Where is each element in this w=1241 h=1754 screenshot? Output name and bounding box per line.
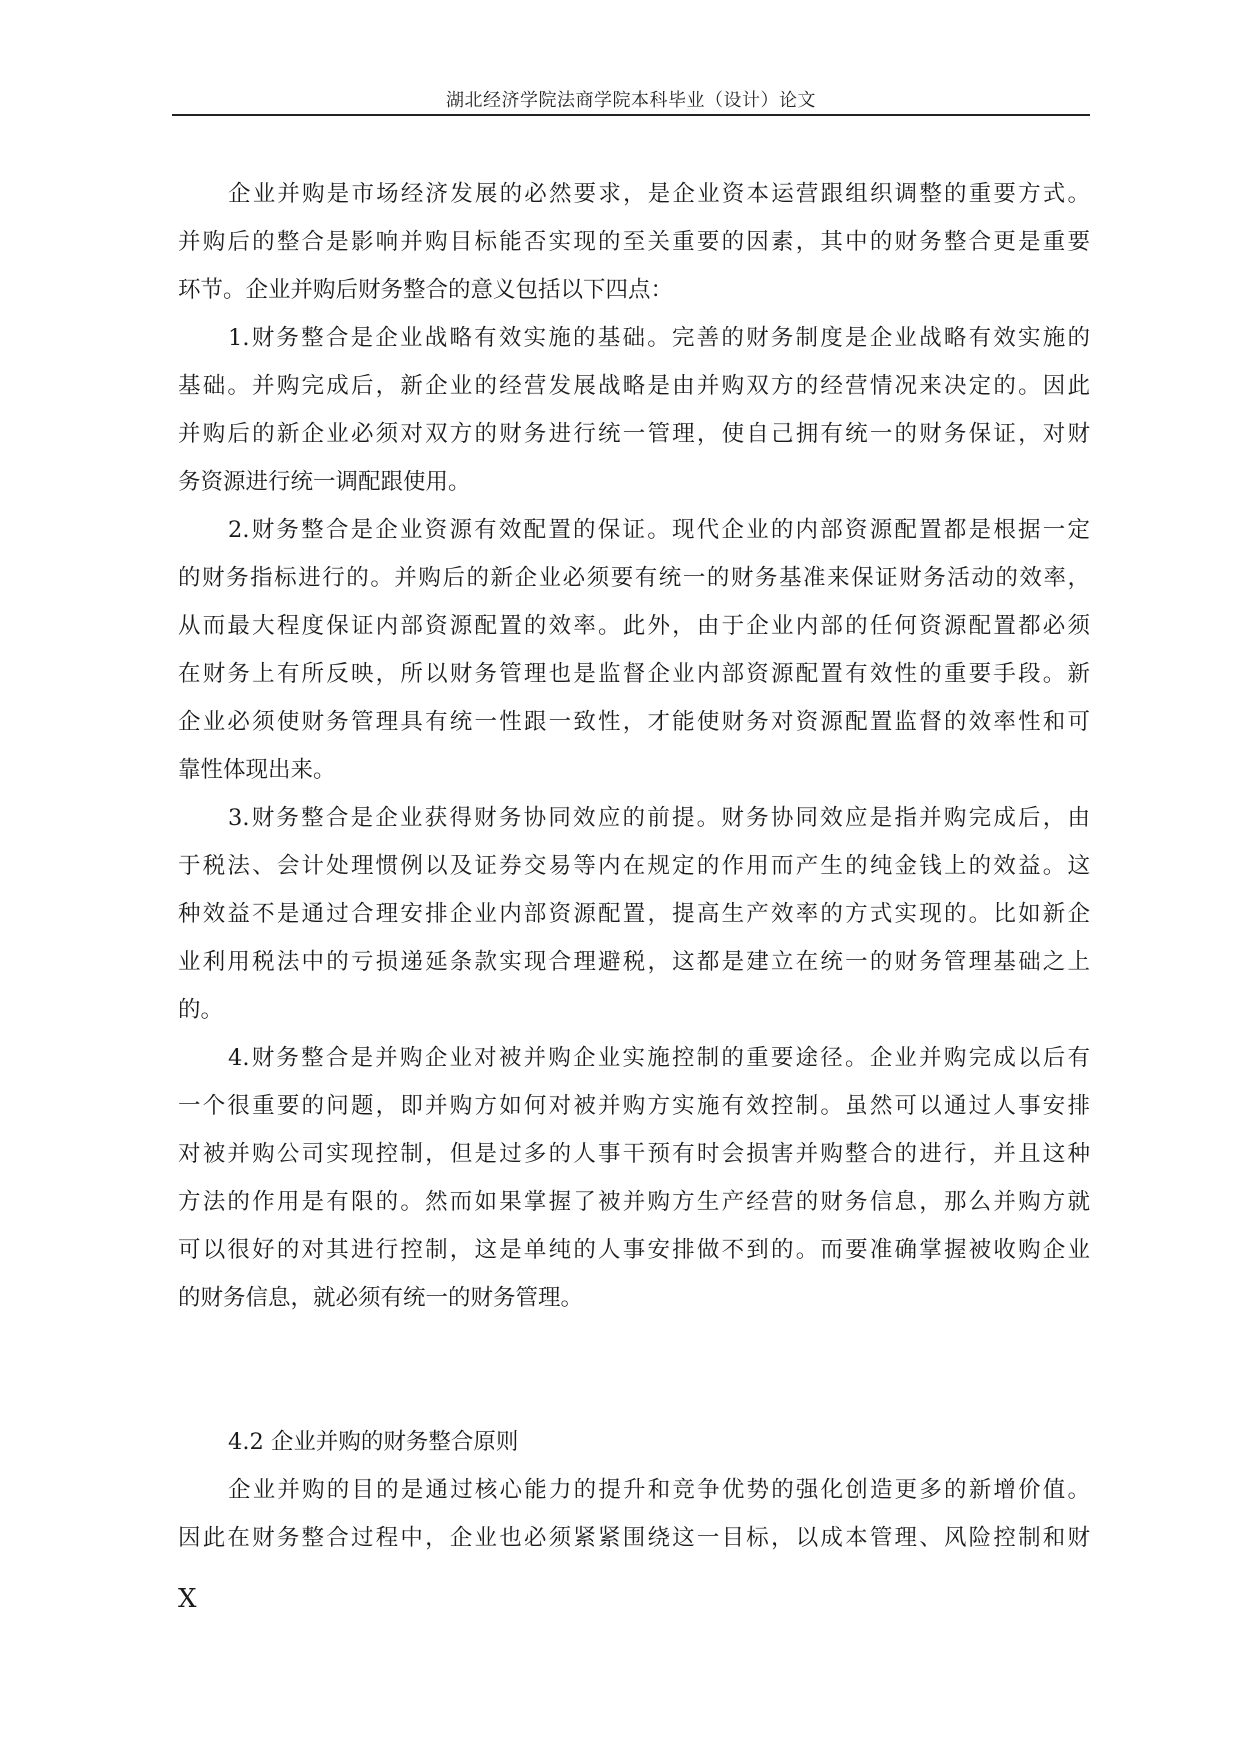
- paragraph-line: 2.财务整合是企业资源有效配置的保证。现代企业的内部资源配置都是根据一定: [228, 517, 1090, 543]
- paragraph-line: 务资源进行统一调配跟使用。: [178, 469, 471, 495]
- page-number: X: [178, 1584, 197, 1614]
- paragraph-line: 1.财务整合是企业战略有效实施的基础。完善的财务制度是企业战略有效实施的: [228, 325, 1090, 351]
- paragraph-line: 的财务信息，就必须有统一的财务管理。: [178, 1285, 584, 1311]
- paragraph-line: 业利用税法中的亏损递延条款实现合理避税，这都是建立在统一的财务管理基础之上: [178, 949, 1090, 975]
- header-title: 湖北经济学院法商学院本科毕业（设计）论文: [446, 90, 816, 111]
- paragraph-line: 因此在财务整合过程中，企业也必须紧紧围绕这一目标，以成本管理、风险控制和财: [178, 1525, 1090, 1551]
- paragraph-line: 的财务指标进行的。并购后的新企业必须要有统一的财务基准来保证财务活动的效率，: [178, 565, 1090, 591]
- paragraph-line: 可以很好的对其进行控制，这是单纯的人事安排做不到的。而要准确掌握被收购企业: [178, 1237, 1090, 1263]
- paragraph-line: 企业必须使财务管理具有统一性跟一致性，才能使财务对资源配置监督的效率性和可: [178, 709, 1090, 735]
- paragraph-line: 一个很重要的问题，即并购方如何对被并购方实施有效控制。虽然可以通过人事安排: [178, 1093, 1090, 1119]
- paragraph-line: 靠性体现出来。: [178, 757, 336, 783]
- paragraph-line: 基础。并购完成后，新企业的经营发展战略是由并购双方的经营情况来决定的。因此: [178, 373, 1090, 399]
- paragraph-line: 从而最大程度保证内部资源配置的效率。此外，由于企业内部的任何资源配置都必须: [178, 613, 1090, 639]
- paragraph-line: 的。: [178, 997, 224, 1023]
- section-heading: 4.2 企业并购的财务整合原则: [228, 1429, 519, 1455]
- paragraph-line: 种效益不是通过合理安排企业内部资源配置，提高生产效率的方式实现的。比如新企: [178, 901, 1090, 927]
- header-divider: [172, 114, 1090, 116]
- paragraph-line: 环节。企业并购后财务整合的意义包括以下四点：: [178, 277, 674, 303]
- paragraph-line: 3.财务整合是企业获得财务协同效应的前提。财务协同效应是指并购完成后，由: [228, 805, 1090, 831]
- paragraph-line: 4.财务整合是并购企业对被并购企业实施控制的重要途径。企业并购完成以后有: [228, 1045, 1090, 1071]
- paragraph-line: 在财务上有所反映，所以财务管理也是监督企业内部资源配置有效性的重要手段。新: [178, 661, 1090, 687]
- paragraph-line: 并购后的整合是影响并购目标能否实现的至关重要的因素，其中的财务整合更是重要: [178, 229, 1090, 255]
- paragraph-line: 企业并购是市场经济发展的必然要求，是企业资本运营跟组织调整的重要方式。: [228, 181, 1090, 207]
- paragraph-line: 对被并购公司实现控制，但是过多的人事干预有时会损害并购整合的进行，并且这种: [178, 1141, 1090, 1167]
- paragraph-line: 于税法、会计处理惯例以及证券交易等内在规定的作用而产生的纯金钱上的效益。这: [178, 853, 1090, 879]
- paragraph-line: 并购后的新企业必须对双方的财务进行统一管理，使自己拥有统一的财务保证，对财: [178, 421, 1090, 447]
- paragraph-line: 方法的作用是有限的。然而如果掌握了被并购方生产经营的财务信息，那么并购方就: [178, 1189, 1090, 1215]
- paragraph-line: 企业并购的目的是通过核心能力的提升和竞争优势的强化创造更多的新增价值。: [228, 1477, 1090, 1503]
